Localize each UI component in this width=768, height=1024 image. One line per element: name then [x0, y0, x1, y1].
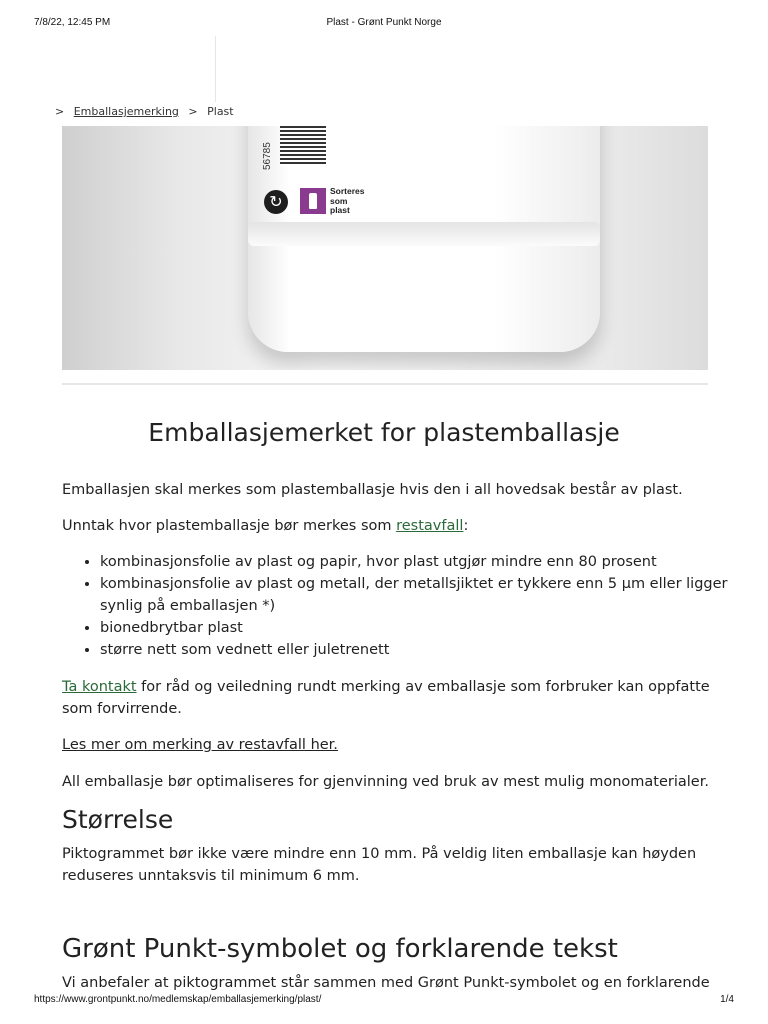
sort-text-line-2: som	[330, 195, 348, 206]
breadcrumb-current-plast: Plast	[207, 105, 234, 118]
bottle-ridge	[248, 222, 600, 246]
bottle-icon	[309, 193, 317, 209]
section-heading-storrelse: Størrelse	[62, 805, 174, 834]
print-page-number: 1/4	[720, 994, 734, 1005]
gront-punkt-paragraph: Vi anbefaler at piktogrammet står sammen med Grønt Punkt-symbolet og en forklarende	[62, 975, 710, 991]
gront-punkt-icon: ↻	[264, 190, 288, 214]
barcode-number: 56785	[262, 142, 273, 170]
list-item: • kombinasjonsfolie av plast og papir, hvor plast utgjør mindre enn 80 prosent	[100, 551, 750, 573]
storrelse-paragraph: Piktogrammet bør ikke være mindre enn 10 mm. På veldig liten emballasje kan høyden reduseres unntaksvis til minimum 6 mm.	[62, 846, 697, 884]
breadcrumb	[55, 105, 240, 118]
paragraph-2-suffix: :	[463, 518, 469, 534]
page-title: Emballasjemerket for plastemballasje	[148, 418, 620, 447]
section-gront-punkt-text	[62, 972, 712, 994]
print-page-title: Plast - Grønt Punkt Norge	[326, 17, 442, 28]
breadcrumb-link-emballasjemerking[interactable]: Emballasjemerking	[73, 105, 179, 118]
print-datetime: 7/8/22, 12:45 PM	[34, 17, 111, 28]
list-item: • bionedbrytbar plast	[100, 617, 750, 639]
paragraph-2-prefix: Unntak hvor plastemballasje bør merkes som	[62, 518, 397, 534]
paragraph-3	[62, 676, 712, 720]
print-header	[34, 17, 734, 31]
header-divider	[215, 36, 216, 102]
sort-text-line-3: plast	[330, 205, 350, 215]
sort-text-line-1: Sorteres	[330, 186, 365, 196]
paragraph-2	[62, 515, 712, 537]
paragraph-1-text: Emballasjen skal merkes som plastemballasje hvis den i all hovedsak består av plast.	[62, 482, 683, 498]
sort-plast-badge-icon	[300, 188, 326, 214]
list-item: • kombinasjonsfolie av plast og metall, der metallsjiktet er tykkere enn 5 µm eller ligger synlig på emballasjen *)	[100, 573, 750, 617]
sort-plast-text	[330, 187, 365, 216]
section-heading-gront-punkt: Grønt Punkt-symbolet og forklarende tekst	[62, 934, 618, 964]
print-footer	[34, 994, 734, 1008]
ta-kontakt-link[interactable]: Ta kontakt	[62, 679, 137, 695]
breadcrumb-separator: >	[188, 105, 198, 118]
paragraph-5	[62, 771, 712, 793]
paragraph-4	[62, 734, 712, 756]
list-item: • større nett som vednett eller juletrenett	[100, 639, 750, 661]
breadcrumb-separator: >	[55, 105, 65, 118]
restavfall-read-more-link[interactable]: Les mer om merking av restavfall her.	[62, 737, 338, 753]
exception-list	[62, 551, 750, 661]
hero-image	[62, 126, 708, 370]
restavfall-link[interactable]: restavfall	[396, 518, 464, 534]
section-divider	[62, 383, 708, 385]
barcode-icon	[280, 126, 326, 166]
paragraph-1	[62, 479, 712, 501]
paragraph-5-text: All emballasje bør optimaliseres for gjenvinning ved bruk av mest mulig monomaterialer.	[62, 774, 709, 790]
paragraph-3-text: for råd og veiledning rundt merking av emballasje som forbruker kan oppfatte som forvirrende.	[62, 679, 710, 717]
print-url: https://www.grontpunkt.no/medlemskap/emballasjemerking/plast/	[34, 994, 322, 1005]
section-storrelse-text	[62, 843, 712, 887]
